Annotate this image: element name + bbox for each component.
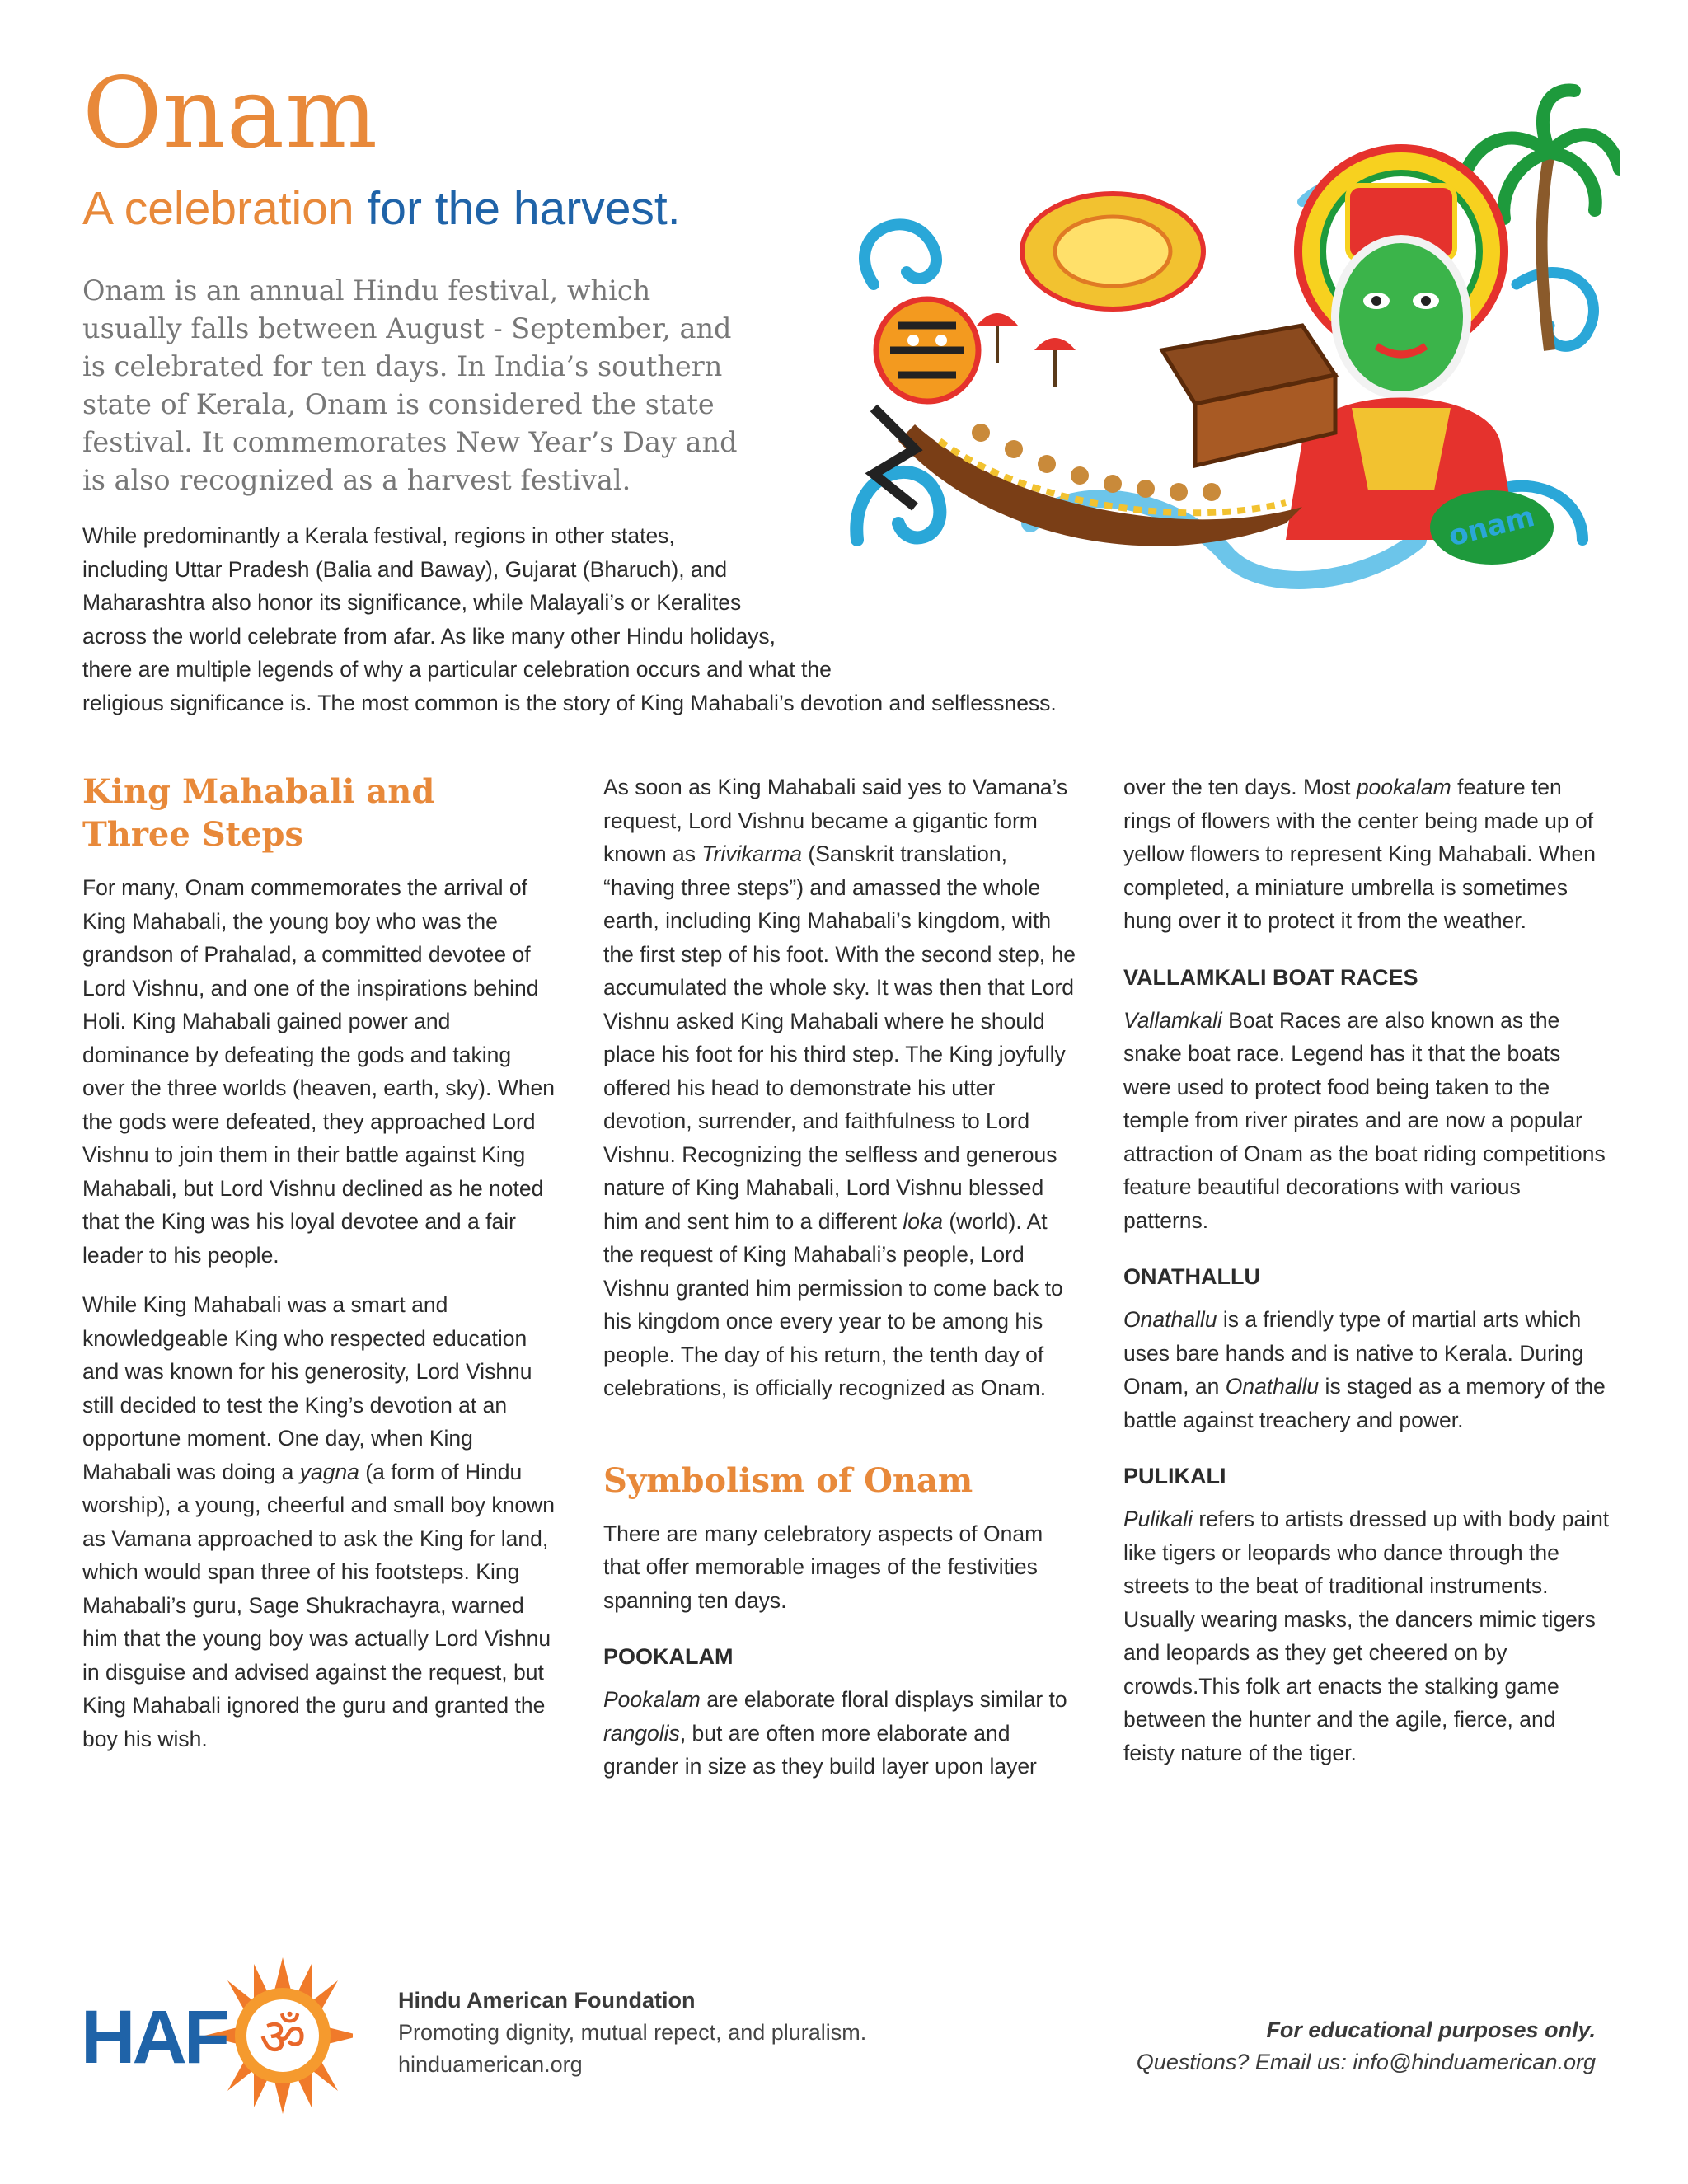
haf-logo-text: HAF [81, 1995, 227, 2079]
intro-line: including Uttar Pradesh (Balia and Baway), Gujarat (Bharuch), and [82, 556, 728, 582]
haf-logo [81, 1957, 353, 2114]
paragraph [1123, 771, 1610, 938]
text: is a friendly type of martial arts which uses bare hands and is native to Kerala. During Onam, an [1123, 1307, 1584, 1399]
column-3 [1123, 771, 1610, 1786]
subtitle-part1: A celebration [82, 182, 368, 235]
text: feature ten rings of flowers with the center being made up of yellow flowers to represent King Mahabali. When completed, a miniature umbrella is sometimes hung over it to protect it from the weather. [1123, 775, 1596, 933]
onam-illustration [841, 78, 1620, 606]
intro-line: across the world celebrate from afar. As like many other Hindu holidays, [82, 623, 776, 649]
section-heading-mahabali [82, 771, 556, 856]
org-website[interactable]: hinduamerican.org [398, 2052, 583, 2077]
paragraph [603, 771, 1081, 1405]
org-name: Hindu American Foundation [398, 1988, 696, 2013]
contact-email[interactable]: Questions? Email us: info@hinduamerican.org [1136, 2050, 1596, 2074]
intro-lead: Onam is an annual Hindu festival, which usually falls between August - September, and is celebrated for ten days. In India’s southern state of Kerala, Onam is considered the state festival. It commemorates New Year’s Day and is also recognized as a harvest festival. [82, 274, 738, 496]
paragraph [1123, 1303, 1610, 1436]
emphasis: Onathallu [1123, 1307, 1217, 1332]
subtitle-part2: for the harvest. [367, 182, 681, 235]
footer-note [1137, 2014, 1596, 2079]
emphasis: Pulikali [1123, 1507, 1193, 1531]
text: is staged as a memory of the battle against treachery and power. [1123, 1374, 1606, 1432]
page-title: Onam [82, 56, 378, 170]
paragraph [1123, 1502, 1610, 1769]
paragraph [82, 1288, 556, 1755]
sun-ring [1022, 194, 1203, 309]
org-tagline: Promoting dignity, mutual repect, and pluralism. [398, 2020, 867, 2045]
paragraph: There are many celebratory aspects of Onam that offer memorable images of the festivities spanning ten days. [603, 1521, 1043, 1613]
emphasis: loka [903, 1208, 943, 1234]
emphasis: Vallamkali [1123, 1007, 1222, 1033]
text: (a form of Hindu worship), a young, cheerful and small boy known as Vamana approached to ask the King for land, which would span three of his footsteps. King Mahabali’s guru, Sage Shukrachayra, warned him that the young boy was actually Lord Vishnu in disguise and advised against the request, but King Mahabali ignored the guru and granted the boy his wish. [82, 1459, 555, 1751]
text: , but are often more elaborate and grander in size as they build layer upon layer [603, 1720, 1037, 1779]
intro-line: religious significance is. The most common is the story of King Mahabali’s devotion and selflessness. [82, 690, 1057, 715]
educational-note: For educational purposes only. [1266, 2018, 1596, 2042]
subheading-vallamkali: VALLAMKALI BOAT RACES [1123, 964, 1418, 990]
subheading-onathallu: ONATHALLU [1123, 1264, 1260, 1289]
onam-badge [1430, 490, 1554, 565]
subheading-pulikali: PULIKALI [1123, 1464, 1226, 1488]
paragraph: For many, Onam commemorates the arrival of King Mahabali, the young boy who was the grandson of Prahalad, a committed devotee of Lord Vishnu, and one of the inspirations behind Holi. King Mahabali gained power and dominance by defeating the gods and taking over the three worlds (heaven, earth, sky). When the gods were defeated, they approached Lord Vishnu to join them in their battle against King Mahabali, but Lord Vishnu declined as he noted that the King was his loyal devotee and a fair leader to his people. [82, 875, 555, 1268]
emphasis: pookalam [1356, 775, 1451, 799]
footer-org-block [398, 1985, 866, 2081]
kathakali-face-icon [1286, 148, 1517, 540]
column-2 [603, 771, 1081, 1800]
heading-line: Three Steps [82, 815, 304, 854]
text: (Sanskrit translation, “having three steps”) and amassed the whole earth, including King Mahabali’s kingdom, with the first step of his foot. With the second step, he accumulated the whole sky. It was then that Lord Vishnu asked King Mahabali where he should place his foot for his third step. The King joyfully offered his head to demonstrate his utter devotion, surrender, and faithfulness to Lord Vishnu. Recognizing the selfless and generous nature of King Mahabali, Lord Vishnu blessed him and sent him to a different [603, 841, 1076, 1234]
umbrella-icon [977, 313, 1076, 387]
text: (world). At the request of King Mahabali’s people, Lord Vishnu granted him permission to come back to his kingdom once every year to be among his people. The day of his return, the tenth day of celebrations, is officially recognized as Onam. [603, 1208, 1063, 1400]
intro-line: Maharashtra also honor its significance, while Malayali’s or Keralites [82, 590, 742, 615]
om-icon: ॐ [259, 2007, 307, 2067]
text: Boat Races are also known as the snake boat race. Legend has it that the boats were used to protect food being taken to the temple from river pirates and are now a popular attraction of Onam as the boat riding competitions feature beautiful decorations with various patterns. [1123, 1007, 1606, 1233]
page-subtitle [82, 183, 681, 235]
section-heading-symbolism: Symbolism of Onam [603, 1460, 973, 1500]
emphasis: yagna [299, 1459, 359, 1484]
subheading-pookalam: POOKALAM [603, 1644, 734, 1669]
emphasis: Trivikarma [701, 841, 803, 866]
paragraph [1123, 1004, 1610, 1238]
emphasis: Pookalam [603, 1687, 701, 1712]
intro-line: While predominantly a Kerala festival, regions in other states, [82, 523, 675, 548]
paragraph [603, 1683, 1081, 1783]
text: While King Mahabali was a smart and knowledgeable King who respected education and was known for his generosity, Lord Vishnu still decided to test the King’s devotion at an opportune moment. One day, when King Mahabali was doing a [82, 1292, 532, 1484]
text: As soon as King Mahabali said yes to Vamana’s request, Lord Vishnu became a gigantic form known as [603, 775, 1068, 866]
emphasis: rangolis [603, 1720, 680, 1746]
intro-line: there are multiple legends of why a particular celebration occurs and what the [82, 657, 832, 682]
text: over the ten days. Most [1123, 775, 1357, 799]
heading-line: King Mahabali and [82, 772, 435, 811]
text: are elaborate floral displays similar to [700, 1687, 1067, 1712]
column-1 [82, 771, 556, 1772]
onam-badge-text: onam [1445, 499, 1538, 554]
text: refers to artists dressed up with body paint like tigers or leopards who dance through the streets to the beat of traditional instruments. Usually wearing masks, the dancers mimic tigers and leopards as they get cheered on by crowds.This folk art enacts the stalking game between the hunter and the agile, fierce, and feisty nature of the tiger. [1123, 1507, 1610, 1765]
emphasis: Onathallu [1225, 1374, 1320, 1399]
